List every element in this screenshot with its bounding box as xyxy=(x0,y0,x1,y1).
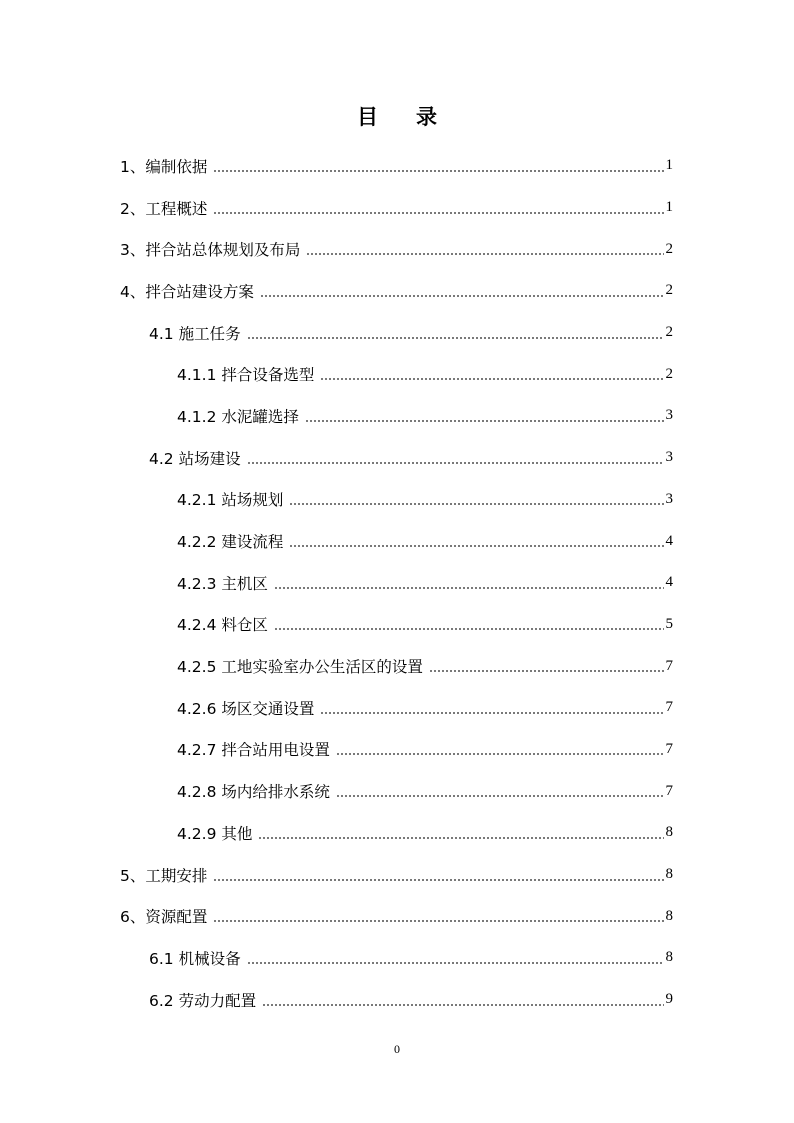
toc-list xyxy=(0,145,794,1020)
toc-leader-dots xyxy=(274,628,664,630)
toc-leader-dots xyxy=(306,253,663,255)
toc-entry-text: 3、拌合站总体规划及布局 xyxy=(120,241,301,260)
toc-leader-dots xyxy=(320,712,663,714)
toc-entry-page: 3 xyxy=(665,449,673,466)
toc-entry-page: 4 xyxy=(665,532,673,549)
toc-entry-text: 4.1.2 水泥罐选择 xyxy=(177,407,299,426)
toc-entry-page: 5 xyxy=(665,615,673,632)
toc-leader-dots xyxy=(258,837,663,839)
toc-title: 目录 xyxy=(357,105,475,129)
toc-leader-dots xyxy=(247,337,664,339)
toc-entry[interactable] xyxy=(0,937,794,979)
toc-entry[interactable] xyxy=(0,353,794,395)
toc-leader-dots xyxy=(305,420,664,422)
toc-entry-text: 4、拌合站建设方案 xyxy=(120,282,254,301)
toc-entry-text: 1、编制依据 xyxy=(120,157,208,176)
toc-leader-dots xyxy=(213,879,663,881)
toc-entry-page: 2 xyxy=(665,240,673,257)
toc-entry[interactable] xyxy=(0,520,794,562)
toc-entry[interactable] xyxy=(0,645,794,687)
toc-entry-text: 4.2.6 场区交通设置 xyxy=(177,699,315,718)
toc-entry[interactable] xyxy=(0,187,794,229)
toc-leader-dots xyxy=(336,795,664,797)
toc-entry-text: 4.2.2 建设流程 xyxy=(177,533,284,552)
toc-entry-text: 4.2.9 其他 xyxy=(177,824,253,843)
toc-entry-page: 3 xyxy=(665,490,673,507)
toc-entry[interactable] xyxy=(0,770,794,812)
toc-entry-text: 4.2 站场建设 xyxy=(149,449,241,468)
toc-entry-page: 7 xyxy=(665,699,673,716)
toc-entry-page: 9 xyxy=(665,991,673,1008)
toc-entry[interactable] xyxy=(0,562,794,604)
toc-leader-dots xyxy=(289,503,663,505)
footer-page-number: 0 xyxy=(394,1042,400,1056)
toc-leader-dots xyxy=(260,295,664,297)
toc-entry[interactable] xyxy=(0,437,794,479)
toc-entry-text: 4.2.7 拌合站用电设置 xyxy=(177,741,330,760)
toc-entry[interactable] xyxy=(0,479,794,521)
toc-entry-text: 2、工程概述 xyxy=(120,199,208,218)
toc-entry-page: 1 xyxy=(665,157,673,174)
toc-entry[interactable] xyxy=(0,979,794,1021)
toc-entry-page: 2 xyxy=(665,324,673,341)
toc-entry[interactable] xyxy=(0,729,794,771)
toc-leader-dots xyxy=(336,753,664,755)
toc-leader-dots xyxy=(213,170,663,172)
toc-leader-dots xyxy=(213,212,663,214)
toc-entry-page: 7 xyxy=(665,657,673,674)
toc-entry[interactable] xyxy=(0,604,794,646)
toc-entry-page: 7 xyxy=(665,782,673,799)
toc-entry-text: 5、工期安排 xyxy=(120,866,208,885)
toc-entry-text: 4.2.4 料仓区 xyxy=(177,616,268,635)
toc-entry-page: 8 xyxy=(665,907,673,924)
toc-entry-text: 6.2 劳动力配置 xyxy=(149,991,257,1010)
toc-leader-dots xyxy=(289,545,663,547)
toc-entry-page: 8 xyxy=(665,866,673,883)
toc-entry-text: 6、资源配置 xyxy=(120,908,208,927)
toc-leader-dots xyxy=(213,920,663,922)
toc-entry[interactable] xyxy=(0,687,794,729)
toc-entry-page: 7 xyxy=(665,740,673,757)
toc-entry-text: 4.2.8 场内给排水系统 xyxy=(177,783,330,802)
toc-entry-text: 4.2.3 主机区 xyxy=(177,574,268,593)
toc-entry[interactable] xyxy=(0,812,794,854)
toc-entry-text: 4.1.1 拌合设备选型 xyxy=(177,366,315,385)
toc-entry-page: 8 xyxy=(665,949,673,966)
toc-entry[interactable] xyxy=(0,228,794,270)
toc-entry[interactable] xyxy=(0,145,794,187)
toc-entry-page: 4 xyxy=(665,574,673,591)
toc-entry-page: 2 xyxy=(665,282,673,299)
toc-entry-text: 4.1 施工任务 xyxy=(149,324,241,343)
toc-entry[interactable] xyxy=(0,270,794,312)
toc-leader-dots xyxy=(320,378,663,380)
toc-leader-dots xyxy=(262,1004,663,1006)
toc-leader-dots xyxy=(247,962,664,964)
toc-leader-dots xyxy=(274,587,664,589)
toc-entry[interactable] xyxy=(0,895,794,937)
toc-leader-dots xyxy=(429,670,664,672)
toc-entry[interactable] xyxy=(0,312,794,354)
toc-entry-text: 4.2.1 站场规划 xyxy=(177,491,284,510)
toc-entry[interactable] xyxy=(0,854,794,896)
toc-entry-page: 1 xyxy=(665,199,673,216)
toc-entry[interactable] xyxy=(0,395,794,437)
toc-leader-dots xyxy=(247,462,664,464)
toc-entry-page: 8 xyxy=(665,824,673,841)
toc-entry-text: 6.1 机械设备 xyxy=(149,949,241,968)
toc-entry-page: 2 xyxy=(665,365,673,382)
toc-entry-page: 3 xyxy=(665,407,673,424)
toc-entry-text: 4.2.5 工地实验室办公生活区的设置 xyxy=(177,658,423,677)
